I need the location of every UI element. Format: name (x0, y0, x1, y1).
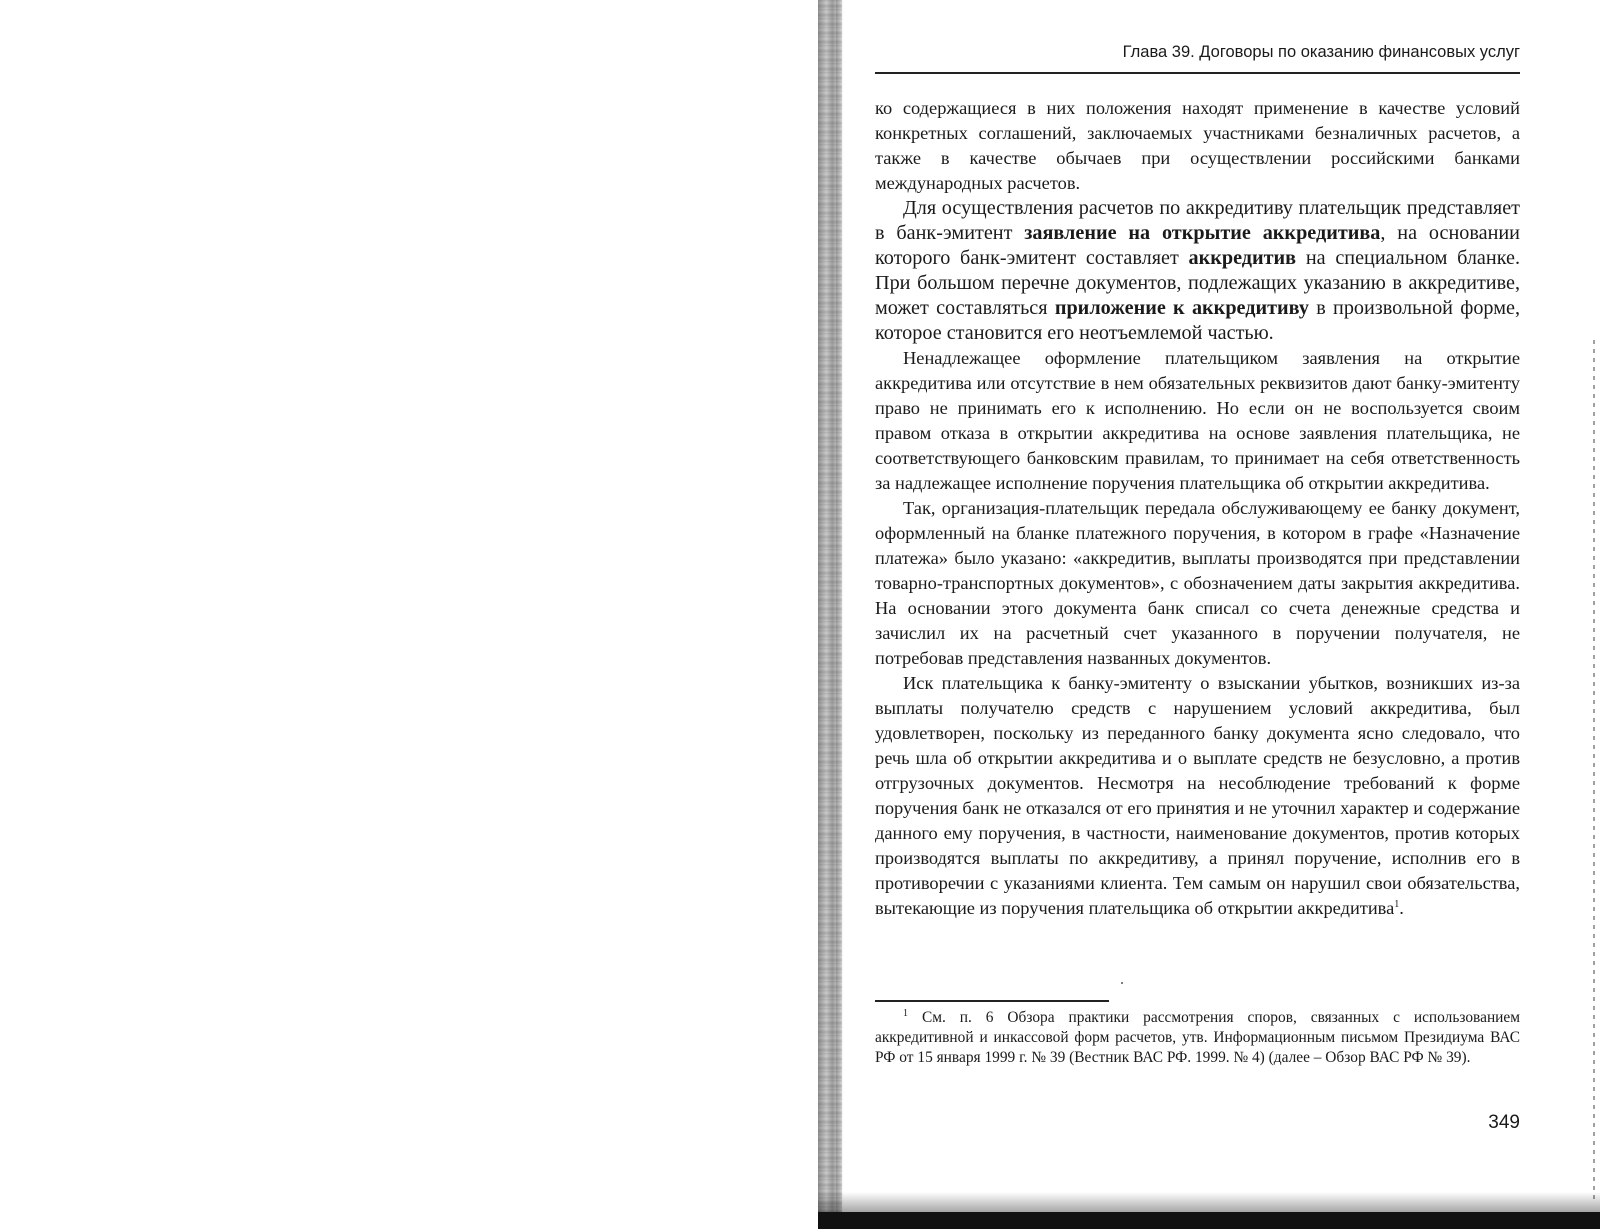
scan-speck (1121, 982, 1123, 984)
text-run: Так, организация-плательщик передала обслуживающему ее банку документ, оформленный на бланке платежного поручения, в котором в графе «Назначение платежа» было указано: «аккредитив, выплаты производятся при представлении товарно-транспортных документов», с обозначением даты закрытия аккредитива. На основании этого документа банк списал со счета денежные средства и зачислил их на расчетный счет указанного в поручении получателя, не потребовав представления названных документов. (875, 498, 1520, 668)
footnote-ref: 1 (1394, 898, 1400, 910)
body-text (875, 96, 1520, 921)
text-run: , на основании которого банк-эмитент составляет (875, 222, 1520, 269)
scan-right-edge (1593, 340, 1595, 1200)
text-run: ко содержащиеся в них положения находят применение в качестве условий конкретных соглашений, заключаемых участниками безналичных расчетов, а также в качестве обычаев при осуществлении российскими банками международных расчетов. (875, 98, 1520, 193)
text-run: Иск плательщика к банку-эмитенту о взыскании убытков, возникших из-за выплаты получателю средств с нарушением условий аккредитива, был удовлетворен, поскольку из переданного банку документа ясно следовало, что речь шла об открытии аккредитива и о выплате средств не безусловно, а против отгрузочных документов. Несмотря на несоблюдение требований к форме поручения банк не отказался от его принятия и не уточнил характер и содержание данного ему поручения, в частности, наименование документов, против которых производятся выплаты по аккредитиву, а принял поручение, исполнив его в противоречии с указаниями клиента. Тем самым он нарушил свои обязательства, вытекающие из поручения плательщика об открытии аккредитива (875, 673, 1520, 918)
paragraph-3 (875, 346, 1520, 496)
footnote (875, 1008, 1520, 1068)
paragraph-4 (875, 496, 1520, 671)
paragraph-1 (875, 96, 1520, 196)
footnote-rule (875, 1000, 1109, 1002)
text-run: Для осуществления расчетов по аккредитиву плательщик представляет в банк-эмитент (875, 197, 1520, 244)
bold-term: аккредитив (1188, 247, 1297, 269)
running-header: Глава 39. Договоры по оказанию финансовых услуг (1122, 43, 1520, 61)
footnote-text: См. п. 6 Обзора практики рассмотрения споров, связанных с использованием аккредитивной и инкассовой форм расчетов, утв. Информационным письмом Президиума ВАС РФ от 15 января 1999 г. № 39 (Вестник ВАС РФ. 1999. № 4) (далее – Обзор ВАС РФ № 39). (875, 1009, 1520, 1066)
header-rule (875, 72, 1520, 74)
footnote-marker: 1 (903, 1007, 908, 1019)
scan-bottom-shadow (818, 1192, 1600, 1212)
paragraph-2 (875, 196, 1520, 346)
page-number: 349 (1488, 1112, 1520, 1133)
scan-bottom-band (818, 1212, 1600, 1229)
text-run: на специальном бланке. При большом перечне документов, подлежащих указанию в аккредитиве, может составляться (875, 247, 1521, 319)
text-run: Ненадлежащее оформление плательщиком заявления на открытие аккредитива или отсутствие в нем обязательных реквизитов дают банку-эмитенту право не принимать его к исполнению. Но если он не воспользуется своим правом отказа в открытии аккредитива на основе заявления плательщика, не соответствующего банковским правилам, то принимает на себя ответственность за надлежащее исполнение поручения плательщика об открытии аккредитива. (875, 348, 1520, 493)
text-run: . (1399, 898, 1404, 918)
text-run: в произвольной форме, которое становится его неотъемлемой частью. (875, 297, 1520, 344)
scan-binding-shadow (836, 0, 844, 1229)
bold-term: заявление на открытие аккредитива (1024, 222, 1381, 244)
bold-term: приложение к аккредитиву (1054, 297, 1309, 319)
paragraph-5 (875, 671, 1520, 921)
